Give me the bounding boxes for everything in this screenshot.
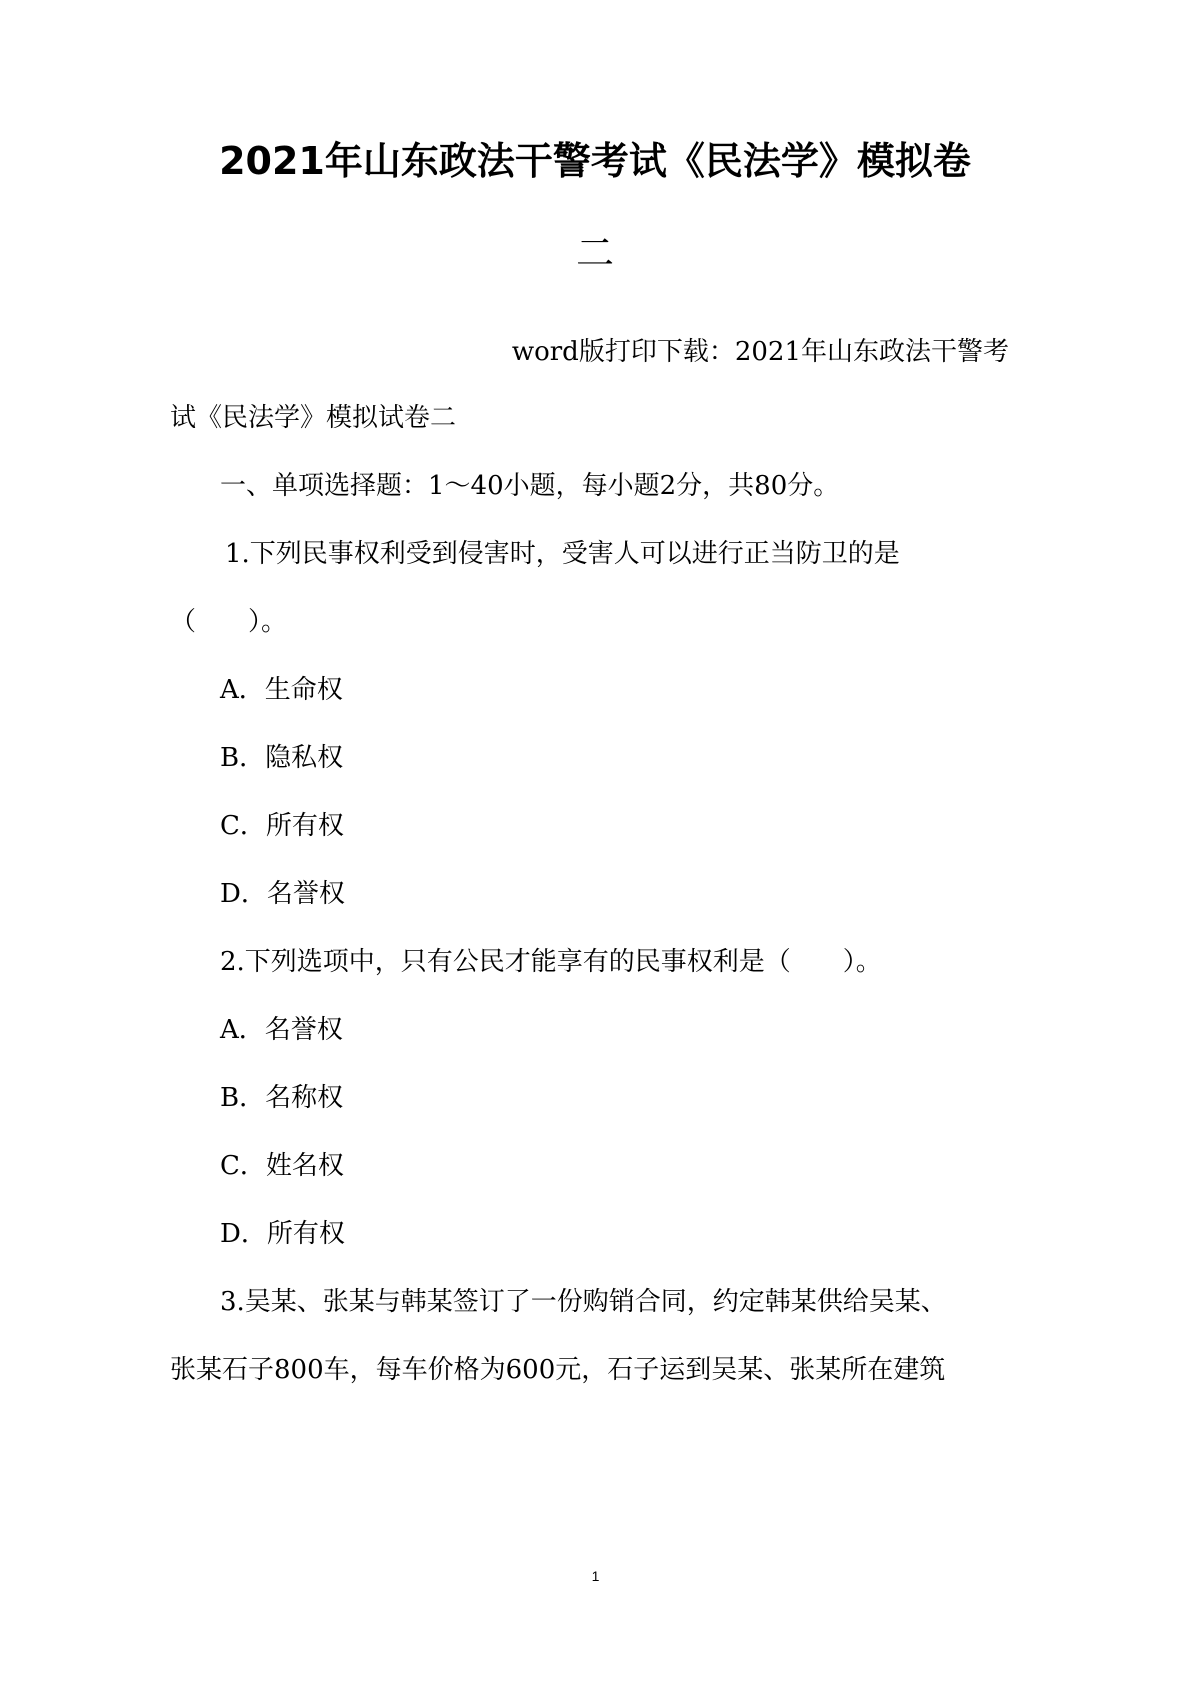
intro-line-1: word版打印下载：2021年山东政法干警考 [511, 337, 1009, 367]
question-1-stem-line-1: 1.下列民事权利受到侵害时，受害人可以进行正当防卫的是 [225, 539, 900, 569]
question-2-stem: 2.下列选项中，只有公民才能享有的民事权利是（ ）。 [220, 947, 882, 977]
intro-line-2: 试《民法学》模拟试卷二 [170, 403, 457, 433]
section-heading: 一、单项选择题：1～40小题，每小题2分，共80分。 [220, 471, 840, 501]
page-number: 1 [591, 1568, 600, 1584]
question-2-option-c: C．姓名权 [220, 1151, 344, 1181]
question-2-option-d: D．所有权 [220, 1219, 345, 1249]
question-1-stem-line-2: （ ）。 [170, 607, 288, 637]
document-title-line-1: 2021年山东政法干警考试《民法学》模拟卷 [219, 139, 971, 183]
question-3-stem-line-2: 张某石子800车，每车价格为600元，石子运到吴某、张某所在建筑 [170, 1355, 946, 1385]
question-1-option-b: B．隐私权 [220, 743, 344, 773]
document-title-line-2: 二 [575, 231, 614, 275]
question-2-option-a: A．名誉权 [220, 1015, 343, 1045]
question-1-option-d: D．名誉权 [220, 879, 345, 909]
question-3-stem-line-1: 3.吴某、张某与韩某签订了一份购销合同，约定韩某供给吴某、 [220, 1287, 947, 1317]
question-1-option-a: A．生命权 [220, 675, 343, 705]
question-2-option-b: B．名称权 [220, 1083, 344, 1113]
question-1-option-c: C．所有权 [220, 811, 344, 841]
